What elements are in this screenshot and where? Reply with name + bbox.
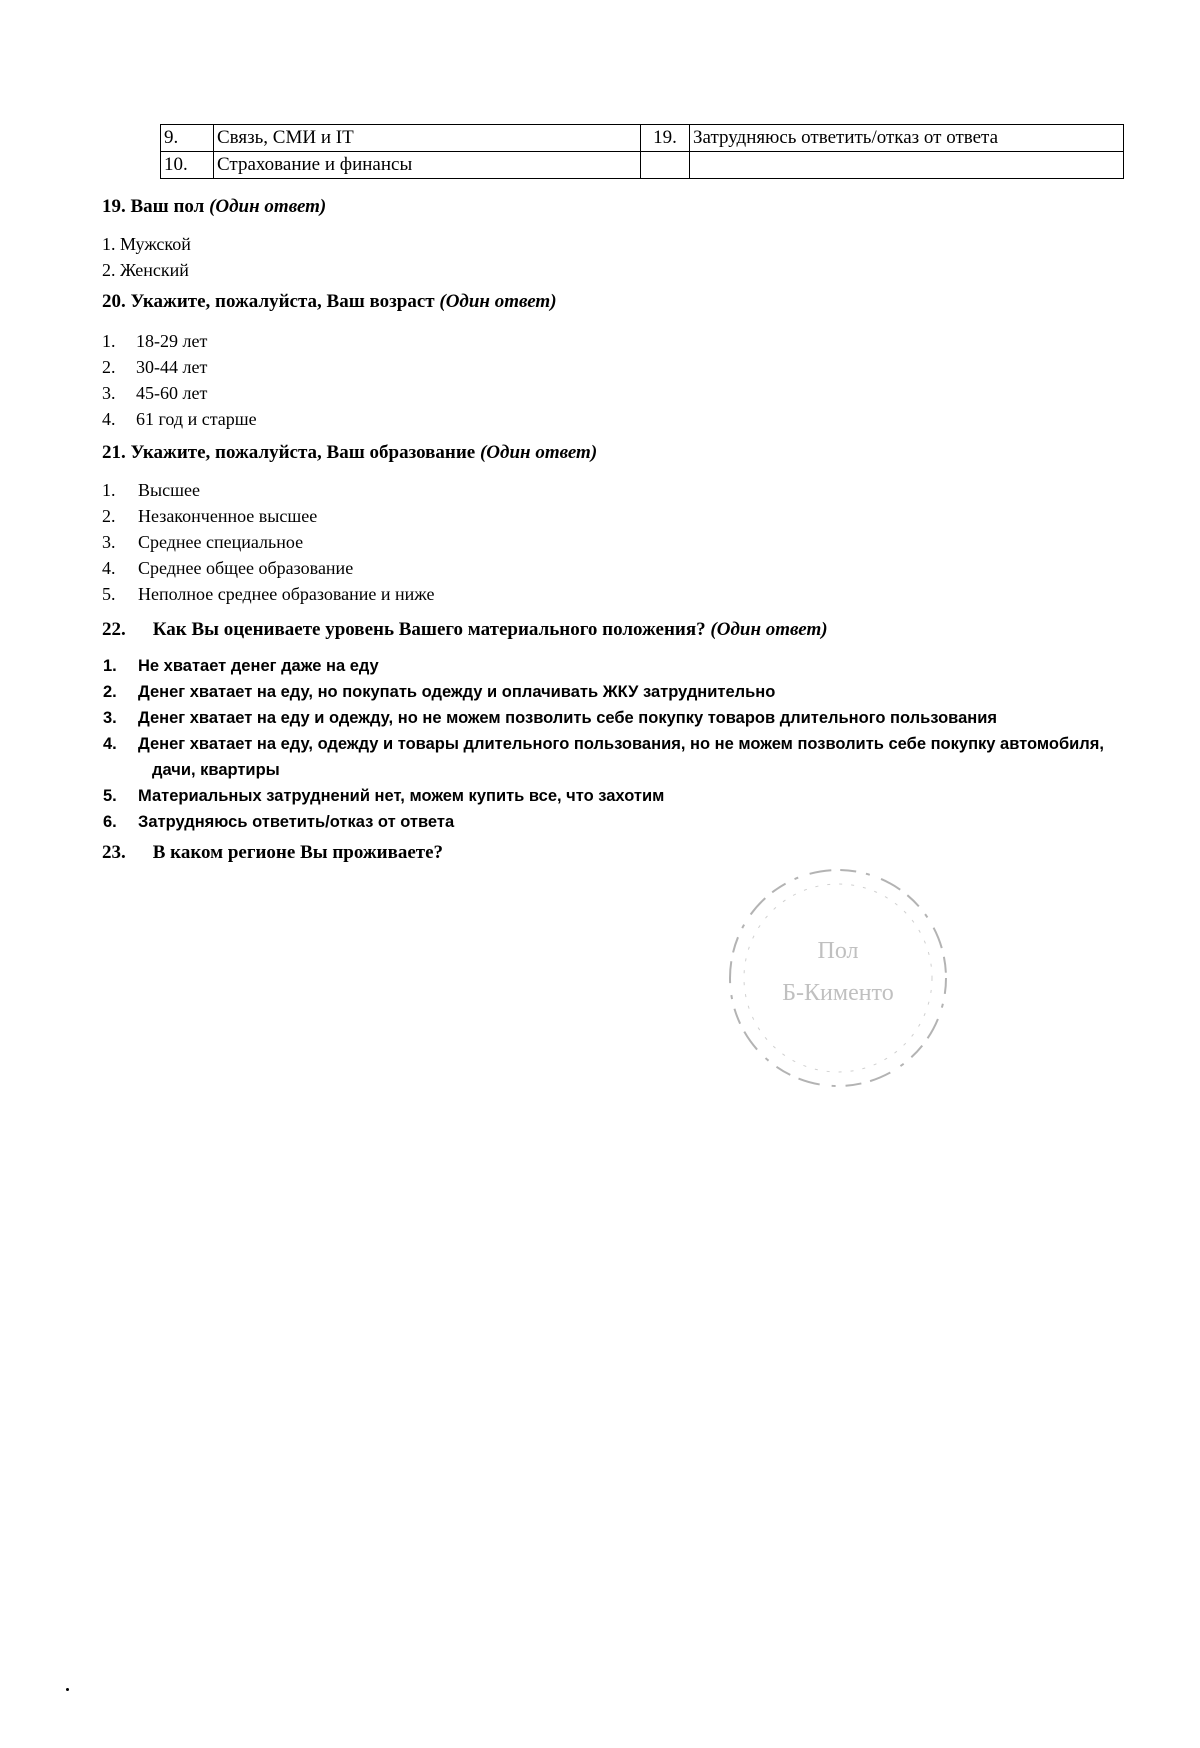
table-row	[161, 125, 1124, 152]
question-number: 22.	[102, 619, 126, 640]
option-number: 2.	[102, 506, 116, 526]
continued-options-table	[160, 124, 1124, 179]
option-number: 4.	[102, 558, 116, 578]
option-number: 3.	[102, 383, 116, 403]
option-text: 18-29 лет	[136, 331, 208, 351]
option-text: Незаконченное высшее	[138, 506, 318, 526]
list-item	[102, 380, 257, 406]
option-number: 4.	[103, 735, 117, 753]
question-hint: (Один ответ)	[439, 291, 557, 312]
list-item	[103, 653, 1198, 679]
question-22-heading	[102, 619, 828, 641]
option-text: Затрудняюсь ответить/отказ от ответа	[138, 813, 455, 831]
option-text: Среднее общее образование	[138, 558, 354, 578]
option-text: Высшее	[138, 480, 200, 500]
option-text: 30-44 лет	[136, 357, 208, 377]
option-text: Материальных затруднений нет, можем купить все, что захотим	[138, 787, 665, 805]
list-item	[102, 555, 434, 581]
option-text: Денег хватает на еду, но покупать одежду и оплачивать ЖКУ затруднительно	[138, 683, 776, 701]
question-hint: (Один ответ)	[479, 442, 598, 463]
list-item	[103, 679, 1198, 705]
list-item: 2. Женский	[102, 260, 189, 280]
list-item	[102, 503, 434, 529]
option-number: 2.	[103, 683, 117, 701]
table-cell-number: 9.	[161, 125, 214, 152]
table-cell-number: 10.	[161, 152, 214, 179]
question-number: 19.	[102, 196, 126, 217]
table-cell-text	[690, 152, 1124, 179]
table-cell-number	[641, 152, 690, 179]
option-number: 3.	[103, 709, 117, 727]
table-row	[161, 152, 1124, 179]
question-23-heading	[102, 842, 443, 864]
list-item	[102, 354, 257, 380]
option-number: 5.	[102, 584, 116, 604]
option-number: 1.	[103, 657, 117, 675]
stamp-text: Б-Кименто	[782, 980, 894, 1006]
table-cell-text: Страхование и финансы	[214, 152, 641, 179]
list-item	[102, 477, 434, 503]
question-number: 20.	[102, 291, 126, 312]
question-20-heading	[102, 291, 557, 313]
question-text: В каком регионе Вы проживаете?	[152, 842, 444, 863]
list-item	[103, 783, 1198, 809]
option-text: Денег хватает на еду и одежду, но не можем позволить себе покупку товаров длительного пользования	[138, 709, 998, 727]
option-text: Денег хватает на еду, одежду и товары длительного пользования, но не можем позволить себе покупку автомобиля,	[138, 735, 1104, 753]
question-hint: (Один ответ)	[710, 619, 828, 640]
option-text: Неполное среднее образование и ниже	[138, 584, 435, 604]
stamp-text: Пол	[817, 938, 859, 964]
option-number: 4.	[102, 409, 116, 429]
question-number: 21.	[102, 442, 126, 463]
list-item	[102, 328, 257, 354]
option-number: 6.	[103, 813, 117, 831]
question-22-options	[103, 653, 1198, 835]
round-stamp-icon	[718, 858, 958, 1098]
list-item	[103, 809, 1198, 835]
list-item	[103, 731, 1198, 783]
question-19-options	[102, 231, 191, 283]
option-text-multiline	[138, 731, 1198, 783]
question-19-heading	[102, 196, 326, 218]
option-text-continuation: дачи, квартиры	[152, 761, 280, 779]
question-hint: (Один ответ)	[209, 196, 327, 217]
list-item	[102, 406, 257, 432]
table-cell-number: 19.	[641, 125, 690, 152]
list-item	[102, 581, 434, 607]
question-text: Укажите, пожалуйста, Ваш возраст	[130, 291, 435, 312]
option-text: Среднее специальное	[138, 532, 304, 552]
list-item: 1. Мужской	[102, 234, 191, 254]
question-20-options	[102, 328, 257, 432]
option-number: 1.	[102, 480, 116, 500]
question-text: Ваш пол	[130, 196, 205, 217]
question-text: Укажите, пожалуйста, Ваш образование	[130, 442, 476, 463]
table-cell-text: Затрудняюсь ответить/отказ от ответа	[690, 125, 1124, 152]
list-item	[102, 529, 434, 555]
scan-speck	[66, 1688, 69, 1691]
option-text: Не хватает денег даже на еду	[138, 657, 379, 675]
table-cell-text: Связь, СМИ и IT	[214, 125, 641, 152]
list-item	[103, 705, 1198, 731]
option-number: 3.	[102, 532, 116, 552]
option-text: 61 год и старше	[136, 409, 257, 429]
option-number: 5.	[103, 787, 117, 805]
option-text: 45-60 лет	[136, 383, 208, 403]
option-number: 2.	[102, 357, 116, 377]
question-21-heading	[102, 442, 597, 464]
question-21-options	[102, 477, 434, 607]
option-number: 1.	[102, 331, 116, 351]
question-text: Как Вы оцениваете уровень Вашего материального положения?	[152, 619, 706, 640]
question-number: 23.	[102, 842, 126, 863]
